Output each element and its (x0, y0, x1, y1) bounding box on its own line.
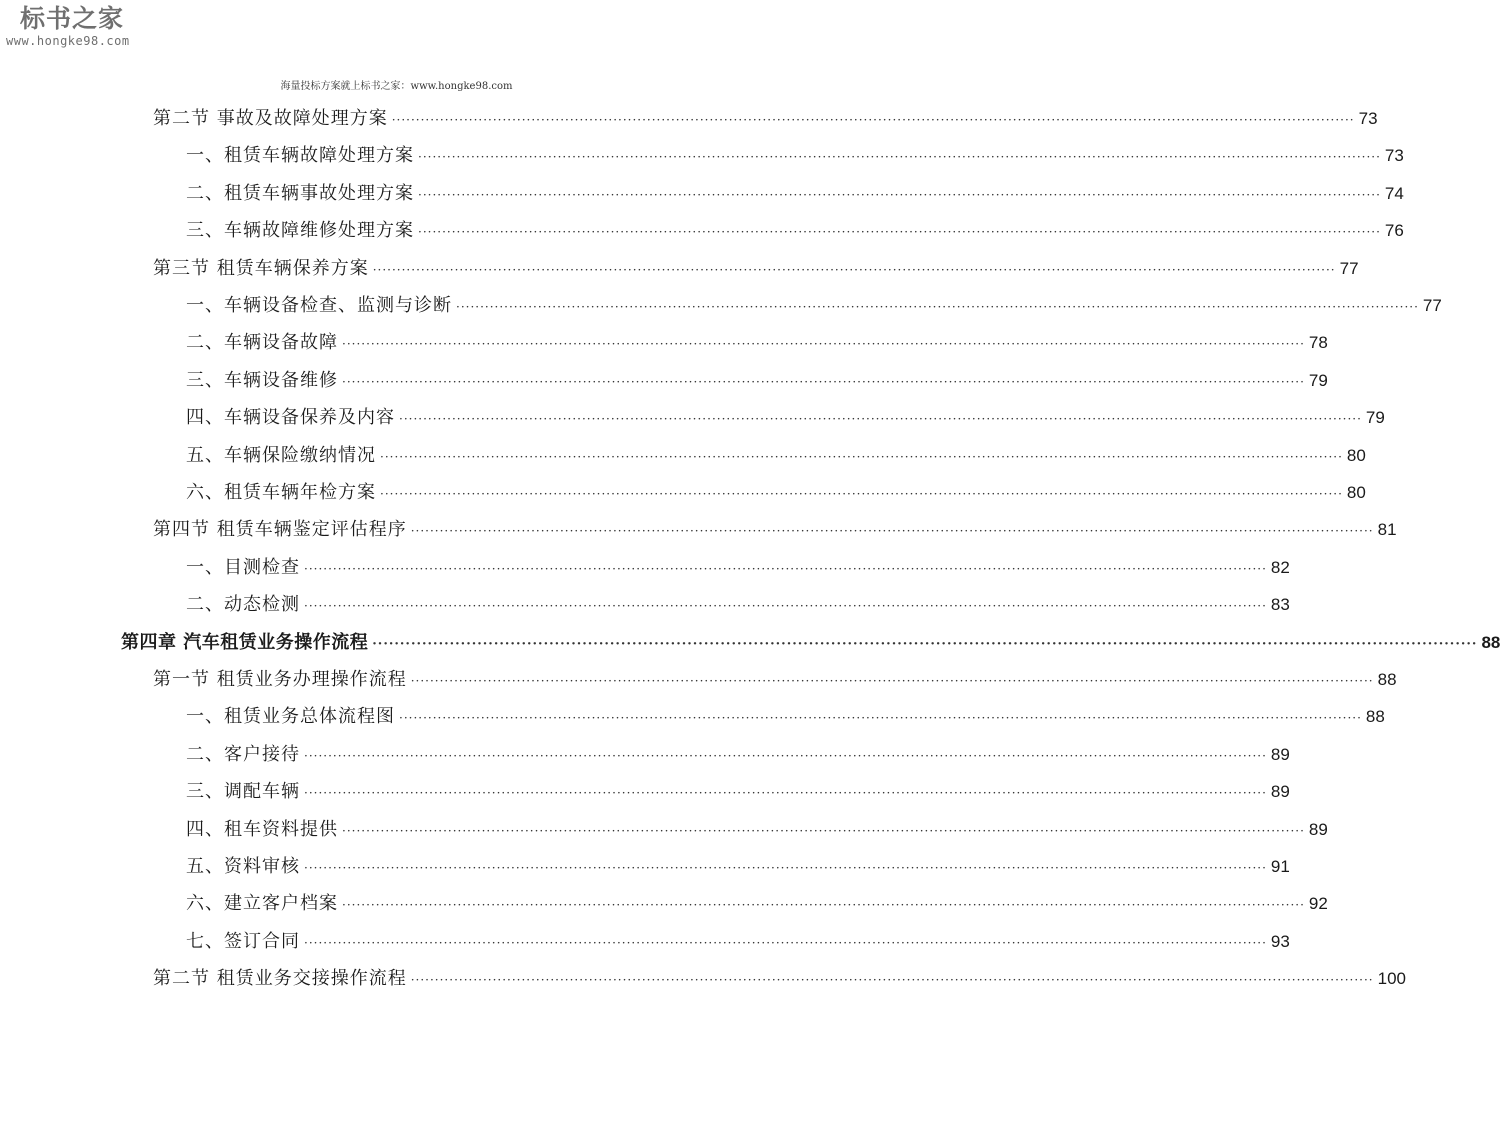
toc-entry-title: 第二节 租赁业务交接操作流程 (153, 968, 407, 990)
toc-leader-dots: ········································································································································································································ (418, 225, 1381, 240)
toc-leader-dots: ········································································································································································································ (342, 823, 1305, 838)
toc-entry-title: 四、租车资料提供 (186, 818, 338, 840)
toc-page-number: 77 (1339, 258, 1359, 278)
toc-entry-title: 二、客户接待 (186, 743, 300, 765)
toc-entry[interactable] (186, 549, 1290, 586)
toc-leader-dots: ········································································································································································································ (410, 524, 1374, 539)
toc-entry-title: 第四章 汽车租赁业务操作流程 (121, 631, 369, 653)
toc-leader-dots: ········································································································································································································ (418, 187, 1381, 202)
toc-page-number: 88 (1365, 707, 1385, 727)
toc-entry[interactable] (186, 437, 1366, 474)
toc-page-number: 78 (1308, 333, 1328, 353)
toc-entry[interactable] (153, 100, 1378, 137)
toc-page-number: 80 (1346, 483, 1366, 502)
toc-entry[interactable] (153, 511, 1397, 548)
toc-entry-title: 第二节 事故及故障处理方案 (153, 108, 388, 129)
toc-entry-title: 六、建立客户档案 (186, 893, 338, 915)
watermark-url: www.hongke98.com (6, 34, 130, 48)
toc-entry-title: 一、租赁车辆故障处理方案 (186, 145, 414, 167)
page-header: 海量投标方案就上标书之家：www.hongke98.com (280, 81, 513, 92)
toc-leader-dots: ········································································································································································································ (304, 861, 1267, 875)
toc-page-number: 88 (1377, 670, 1397, 689)
toc-entry[interactable] (186, 137, 1404, 174)
toc-leader-dots: ········································································································································································································ (380, 449, 1343, 464)
toc-entry-title: 三、调配车辆 (186, 781, 300, 803)
toc-entry-title: 二、车辆设备故障 (186, 332, 338, 354)
toc-page-number: 89 (1270, 782, 1290, 802)
toc-entry[interactable] (186, 736, 1290, 773)
toc-page-number: 82 (1270, 557, 1290, 577)
toc-entry[interactable] (186, 773, 1290, 810)
toc-entry-title: 一、租赁业务总体流程图 (186, 706, 395, 728)
toc-page-number: 88 (1481, 632, 1500, 652)
toc-leader-dots: ········································································································································································································ (304, 599, 1267, 614)
toc-entry[interactable] (186, 698, 1385, 735)
watermark-logo-text: 标书之家 (20, 4, 125, 33)
toc-page-number: 79 (1308, 370, 1328, 390)
toc-leader-dots: ········································································································································································································ (372, 636, 1478, 652)
toc-leader-dots: ········································································································································································································ (342, 898, 1305, 913)
toc-entry[interactable] (186, 586, 1290, 623)
toc-page-number: 77 (1422, 296, 1442, 315)
toc-entry-title: 四、车辆设备保养及内容 (186, 407, 395, 429)
toc-leader-dots: ········································································································································································································ (372, 262, 1336, 277)
toc-entry[interactable] (153, 661, 1397, 698)
toc-leader-dots: ········································································································································································································ (410, 973, 1374, 988)
toc-page-number: 93 (1270, 931, 1290, 951)
toc-entry-title: 一、车辆设备检查、监测与诊断 (186, 295, 452, 316)
toc-page-number: 74 (1384, 183, 1404, 203)
toc-page-number: 100 (1377, 969, 1406, 989)
toc-entry[interactable] (186, 885, 1328, 922)
toc-leader-dots: ········································································································································································································ (304, 561, 1267, 576)
toc-entry[interactable] (121, 624, 1500, 661)
toc-entry-title: 三、车辆设备维修 (186, 369, 338, 391)
toc-page-number: 83 (1270, 595, 1290, 615)
toc-page-number: 89 (1308, 819, 1328, 839)
toc-entry[interactable] (186, 474, 1366, 511)
toc-leader-dots: ········································································································································································································ (342, 337, 1305, 352)
toc-entry-title: 五、资料审核 (186, 856, 300, 877)
toc-entry-title: 第四节 租赁车辆鉴定评估程序 (153, 519, 407, 541)
toc-entry-title: 二、动态检测 (186, 594, 300, 616)
toc-leader-dots: ········································································································································································································ (304, 935, 1267, 950)
toc-leader-dots: ········································································································································································································ (399, 412, 1362, 427)
toc-entry-title: 第一节 租赁业务办理操作流程 (153, 669, 407, 690)
site-watermark (6, 4, 130, 48)
toc-page-number: 79 (1365, 408, 1385, 428)
toc-page-number: 92 (1308, 894, 1328, 914)
toc-leader-dots: ········································································································································································································ (304, 786, 1267, 801)
toc-entry-title: 一、目测检查 (186, 556, 300, 578)
toc-entry[interactable] (153, 250, 1359, 287)
toc-entry-title: 三、车辆故障维修处理方案 (186, 220, 414, 242)
toc-page-number: 80 (1346, 445, 1366, 465)
toc-entry[interactable] (186, 324, 1328, 361)
toc-entry[interactable] (186, 175, 1404, 212)
toc-leader-dots: ········································································································································································································ (399, 711, 1362, 726)
toc-entry-title: 七、签订合同 (186, 930, 300, 952)
toc-page-number: 91 (1270, 857, 1290, 876)
toc-leader-dots: ········································································································································································································ (342, 374, 1305, 389)
toc-entry-title: 六、租赁车辆年检方案 (186, 482, 376, 503)
toc-leader-dots: ········································································································································································································ (418, 150, 1381, 165)
toc-entry[interactable] (186, 399, 1385, 436)
toc-page-number: 81 (1377, 520, 1397, 540)
toc-entry-title: 第三节 租赁车辆保养方案 (153, 257, 369, 279)
toc-page-number: 73 (1358, 109, 1378, 128)
toc-page-number: 76 (1384, 221, 1404, 241)
toc-entry[interactable] (186, 811, 1328, 848)
toc-leader-dots: ········································································································································································································ (304, 748, 1267, 763)
toc-entry-title: 五、车辆保险缴纳情况 (186, 444, 376, 466)
toc-entry[interactable] (186, 212, 1404, 249)
toc-entry-title: 二、租赁车辆事故处理方案 (186, 182, 414, 204)
toc-entry[interactable] (186, 923, 1290, 960)
toc-leader-dots: ········································································································································································································ (410, 674, 1374, 688)
toc-entry[interactable] (186, 287, 1442, 324)
toc-page-number: 73 (1384, 146, 1404, 166)
toc-leader-dots: ········································································································································································································ (456, 300, 1419, 314)
toc-entry[interactable] (153, 960, 1406, 997)
toc-entry[interactable] (186, 362, 1328, 399)
toc-leader-dots: ········································································································································································································ (380, 487, 1343, 501)
toc-page-number: 89 (1270, 744, 1290, 764)
toc-entry[interactable] (186, 848, 1290, 885)
toc-leader-dots: ········································································································································································································ (391, 113, 1355, 127)
